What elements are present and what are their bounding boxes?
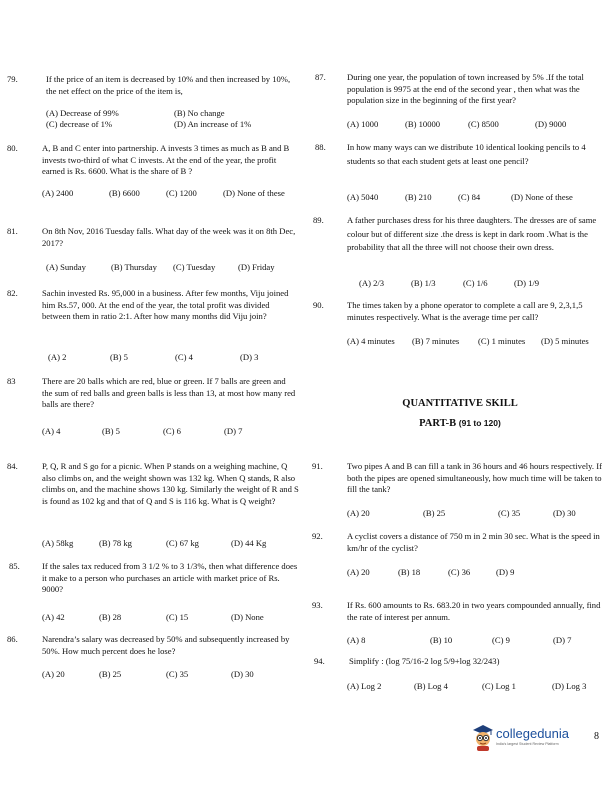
option-c: (C) Tuesday xyxy=(173,262,216,272)
section-part-label: PART-B xyxy=(419,418,457,429)
option-b: (B) No change xyxy=(174,108,225,118)
option-d: (D) 1/9 xyxy=(514,278,540,288)
option-a: (A) 20 xyxy=(347,508,370,518)
option-a: (A) 2400 xyxy=(42,188,74,198)
mascot-icon xyxy=(472,723,494,751)
question-number: 84. xyxy=(7,461,18,471)
option-c: (C) 35 xyxy=(498,508,521,518)
question-text: If Rs. 600 amounts to Rs. 683.20 in two years compounded annually, find the rate of interest per annum. xyxy=(347,600,601,622)
question-text: If the price of an item is decreased by 10% and then increased by 10%, the net effect on the price of the item is, xyxy=(46,74,291,96)
option-a: (A) 58kg xyxy=(42,538,74,548)
question-text: Two pipes A and B can fill a tank in 36 hours and 46 hours respectively. If both the pipes are opened simultaneously, how much time will be taken to fill the tank? xyxy=(347,461,602,495)
question-number: 87. xyxy=(315,72,326,82)
question-number: 79. xyxy=(7,74,18,84)
question-number: 83 xyxy=(7,376,16,386)
collegedunia-logo xyxy=(472,723,582,753)
option-b: (B) 78 kg xyxy=(99,538,132,548)
option-d: (D) 7 xyxy=(224,426,243,436)
section-range: (91 to 120) xyxy=(458,418,501,428)
option-b: (B) Thursday xyxy=(111,262,157,272)
question-text: There are 20 balls which are red, blue or green. If 7 balls are green and the sum of red balls and green balls is less than 13, at most how many red balls are there? xyxy=(42,376,296,410)
question-text: The times taken by a phone operator to complete a call are 9, 2,3,1,5 minutes respectively. What is the average time per call? xyxy=(347,300,583,322)
question-options xyxy=(347,635,607,647)
option-b: (B) 6600 xyxy=(109,188,140,198)
question-options xyxy=(347,336,607,348)
option-a: (A) 4 xyxy=(42,426,61,436)
question-number: 93. xyxy=(312,600,323,610)
option-d: (D) An increase of 1% xyxy=(174,119,252,129)
option-c: (C) 9 xyxy=(492,635,510,645)
section-part xyxy=(360,418,560,429)
question-number: 92. xyxy=(312,531,323,541)
option-c: (C) 8500 xyxy=(468,119,499,129)
question-text: P, Q, R and S go for a picnic. When P stands on a weighing machine, Q also climbs on, and the weight shown was 132 kg. When Q stands, R also climbs on, and the machine shows 130 kg. Similarly the weight of R and S is found as 102 kg and that of Q and S is 116 kg. What is Q weight? xyxy=(42,461,299,506)
option-d: (D) 7 xyxy=(553,635,572,645)
option-c: (C) 4 xyxy=(175,352,193,362)
question-options xyxy=(46,108,296,130)
option-d: (D) Log 3 xyxy=(552,681,587,691)
question-options xyxy=(48,352,288,364)
question-text: A, B and C enter into partnership. A invests 3 times as much as B and B invests two-third of what C invests. At the end of the year, the profit earned is Rs. 6600. What is the share of B ? xyxy=(42,143,290,177)
question-number: 90. xyxy=(313,300,324,310)
question-options xyxy=(46,262,296,274)
question-options xyxy=(42,669,292,681)
option-c: (C) 1200 xyxy=(166,188,197,198)
option-d: (D) None of these xyxy=(223,188,285,198)
option-b: (B) 7 minutes xyxy=(412,336,460,346)
brand-name: collegedunia xyxy=(496,726,570,741)
question-text: In how many ways can we distribute 10 identical looking pencils to 4 students so that each student gets at least one pencil? xyxy=(347,142,586,166)
option-d: (D) 9000 xyxy=(535,119,567,129)
question-number: 88. xyxy=(315,142,326,152)
question-options xyxy=(42,426,292,438)
option-b: (B) 1/3 xyxy=(411,278,436,288)
option-a: (A) 4 minutes xyxy=(347,336,395,346)
question-text: During one year, the population of town increased by 5% .If the total population is 9975 at the end of the second year , then what was the population size in the beginning of the first year? xyxy=(347,72,584,106)
question-number: 86. xyxy=(7,634,18,644)
option-d: (D) None of these xyxy=(511,192,573,202)
question-options xyxy=(42,188,298,200)
option-c: (C) 15 xyxy=(166,612,189,622)
option-b: (B) Log 4 xyxy=(414,681,448,691)
option-a: (A) 1000 xyxy=(347,119,379,129)
option-d: (D) None xyxy=(231,612,264,622)
question-options xyxy=(347,508,607,520)
question-text: A father purchases dress for his three daughters. The dresses are of same colour but of different size .the dress is kept in dark room .What is the probability that all the three will not choose their own dress. xyxy=(347,215,597,252)
option-c: (C) Log 1 xyxy=(482,681,516,691)
option-b: (B) 28 xyxy=(99,612,122,622)
option-d: (D) 30 xyxy=(553,508,576,518)
option-c: (C) decrease of 1% xyxy=(46,119,113,129)
question-text: If the sales tax reduced from 3 1/2 % to 3 1/3%, then what difference does it make to a person who purchases an article with market price of Rs. 9000? xyxy=(42,561,298,595)
question-options xyxy=(347,567,567,579)
option-b: (B) 210 xyxy=(405,192,432,202)
option-a: (A) 20 xyxy=(347,567,370,577)
option-d: (D) 3 xyxy=(240,352,259,362)
question-options xyxy=(42,612,292,624)
option-a: (A) 42 xyxy=(42,612,65,622)
option-a: (A) 2/3 xyxy=(359,278,385,288)
option-b: (B) 18 xyxy=(398,567,421,577)
option-c: (C) 36 xyxy=(448,567,471,577)
option-d: (D) 30 xyxy=(231,669,254,679)
option-b: (B) 25 xyxy=(423,508,446,518)
question-options xyxy=(347,119,607,131)
option-d: (D) Friday xyxy=(238,262,275,272)
option-b: (B) 5 xyxy=(110,352,128,362)
question-text: On 8th Nov, 2016 Tuesday falls. What day of the week was it on 8th Dec, 2017? xyxy=(42,226,296,248)
question-number: 80. xyxy=(7,143,18,153)
question-options xyxy=(359,277,599,289)
option-a: (A) 8 xyxy=(347,635,366,645)
option-c: (C) 35 xyxy=(166,669,189,679)
question-text: Narendra’s salary was decreased by 50% and subsequently increased by 50%. How much percent does he lose? xyxy=(42,634,290,656)
question-number: 85. xyxy=(9,561,20,571)
option-a: (A) 5040 xyxy=(347,192,379,202)
question-options xyxy=(42,538,292,550)
option-d: (D) 44 Kg xyxy=(231,538,267,548)
question-options xyxy=(347,191,607,203)
question-number: 91. xyxy=(312,461,323,471)
option-a: (A) 2 xyxy=(48,352,67,362)
option-b: (B) 25 xyxy=(99,669,122,679)
question-text: Sachin invested Rs. 95,000 in a business. After few months, Viju joined him Rs.57, 000. At the end of the year, the total profit was divided between them in ratio 2:1. After how many months did Viju join? xyxy=(42,288,289,322)
question-number: 89. xyxy=(313,215,324,225)
page-number: 8 xyxy=(594,731,599,742)
option-b: (B) 5 xyxy=(102,426,120,436)
question-text: A cyclist covers a distance of 750 m in 2 min 30 sec. What is the speed in km/hr of the cyclist? xyxy=(347,531,600,553)
question-text: Simplify : (log 75/16-2 log 5/9+log 32/243) xyxy=(349,656,500,666)
option-b: (B) 10000 xyxy=(405,119,441,129)
option-d: (D) 9 xyxy=(496,567,515,577)
question-number: 82. xyxy=(7,288,18,298)
brand-tagline: India's largest Student Review Platform xyxy=(496,742,559,746)
option-a: (A) 20 xyxy=(42,669,65,679)
option-c: (C) 6 xyxy=(163,426,181,436)
option-a: (A) Sunday xyxy=(46,262,86,272)
option-c: (C) 1 minutes xyxy=(478,336,526,346)
question-options xyxy=(347,681,607,693)
option-a: (A) Decrease of 99% xyxy=(46,108,119,118)
option-c: (C) 84 xyxy=(458,192,481,202)
option-c: (C) 1/6 xyxy=(463,278,488,288)
option-d: (D) 5 minutes xyxy=(541,336,589,346)
option-a: (A) Log 2 xyxy=(347,681,382,691)
option-c: (C) 67 kg xyxy=(166,538,199,548)
question-number: 94. xyxy=(314,656,325,666)
section-title: QUANTITATIVE SKILL xyxy=(402,398,518,409)
question-number: 81. xyxy=(7,226,18,236)
option-b: (B) 10 xyxy=(430,635,453,645)
